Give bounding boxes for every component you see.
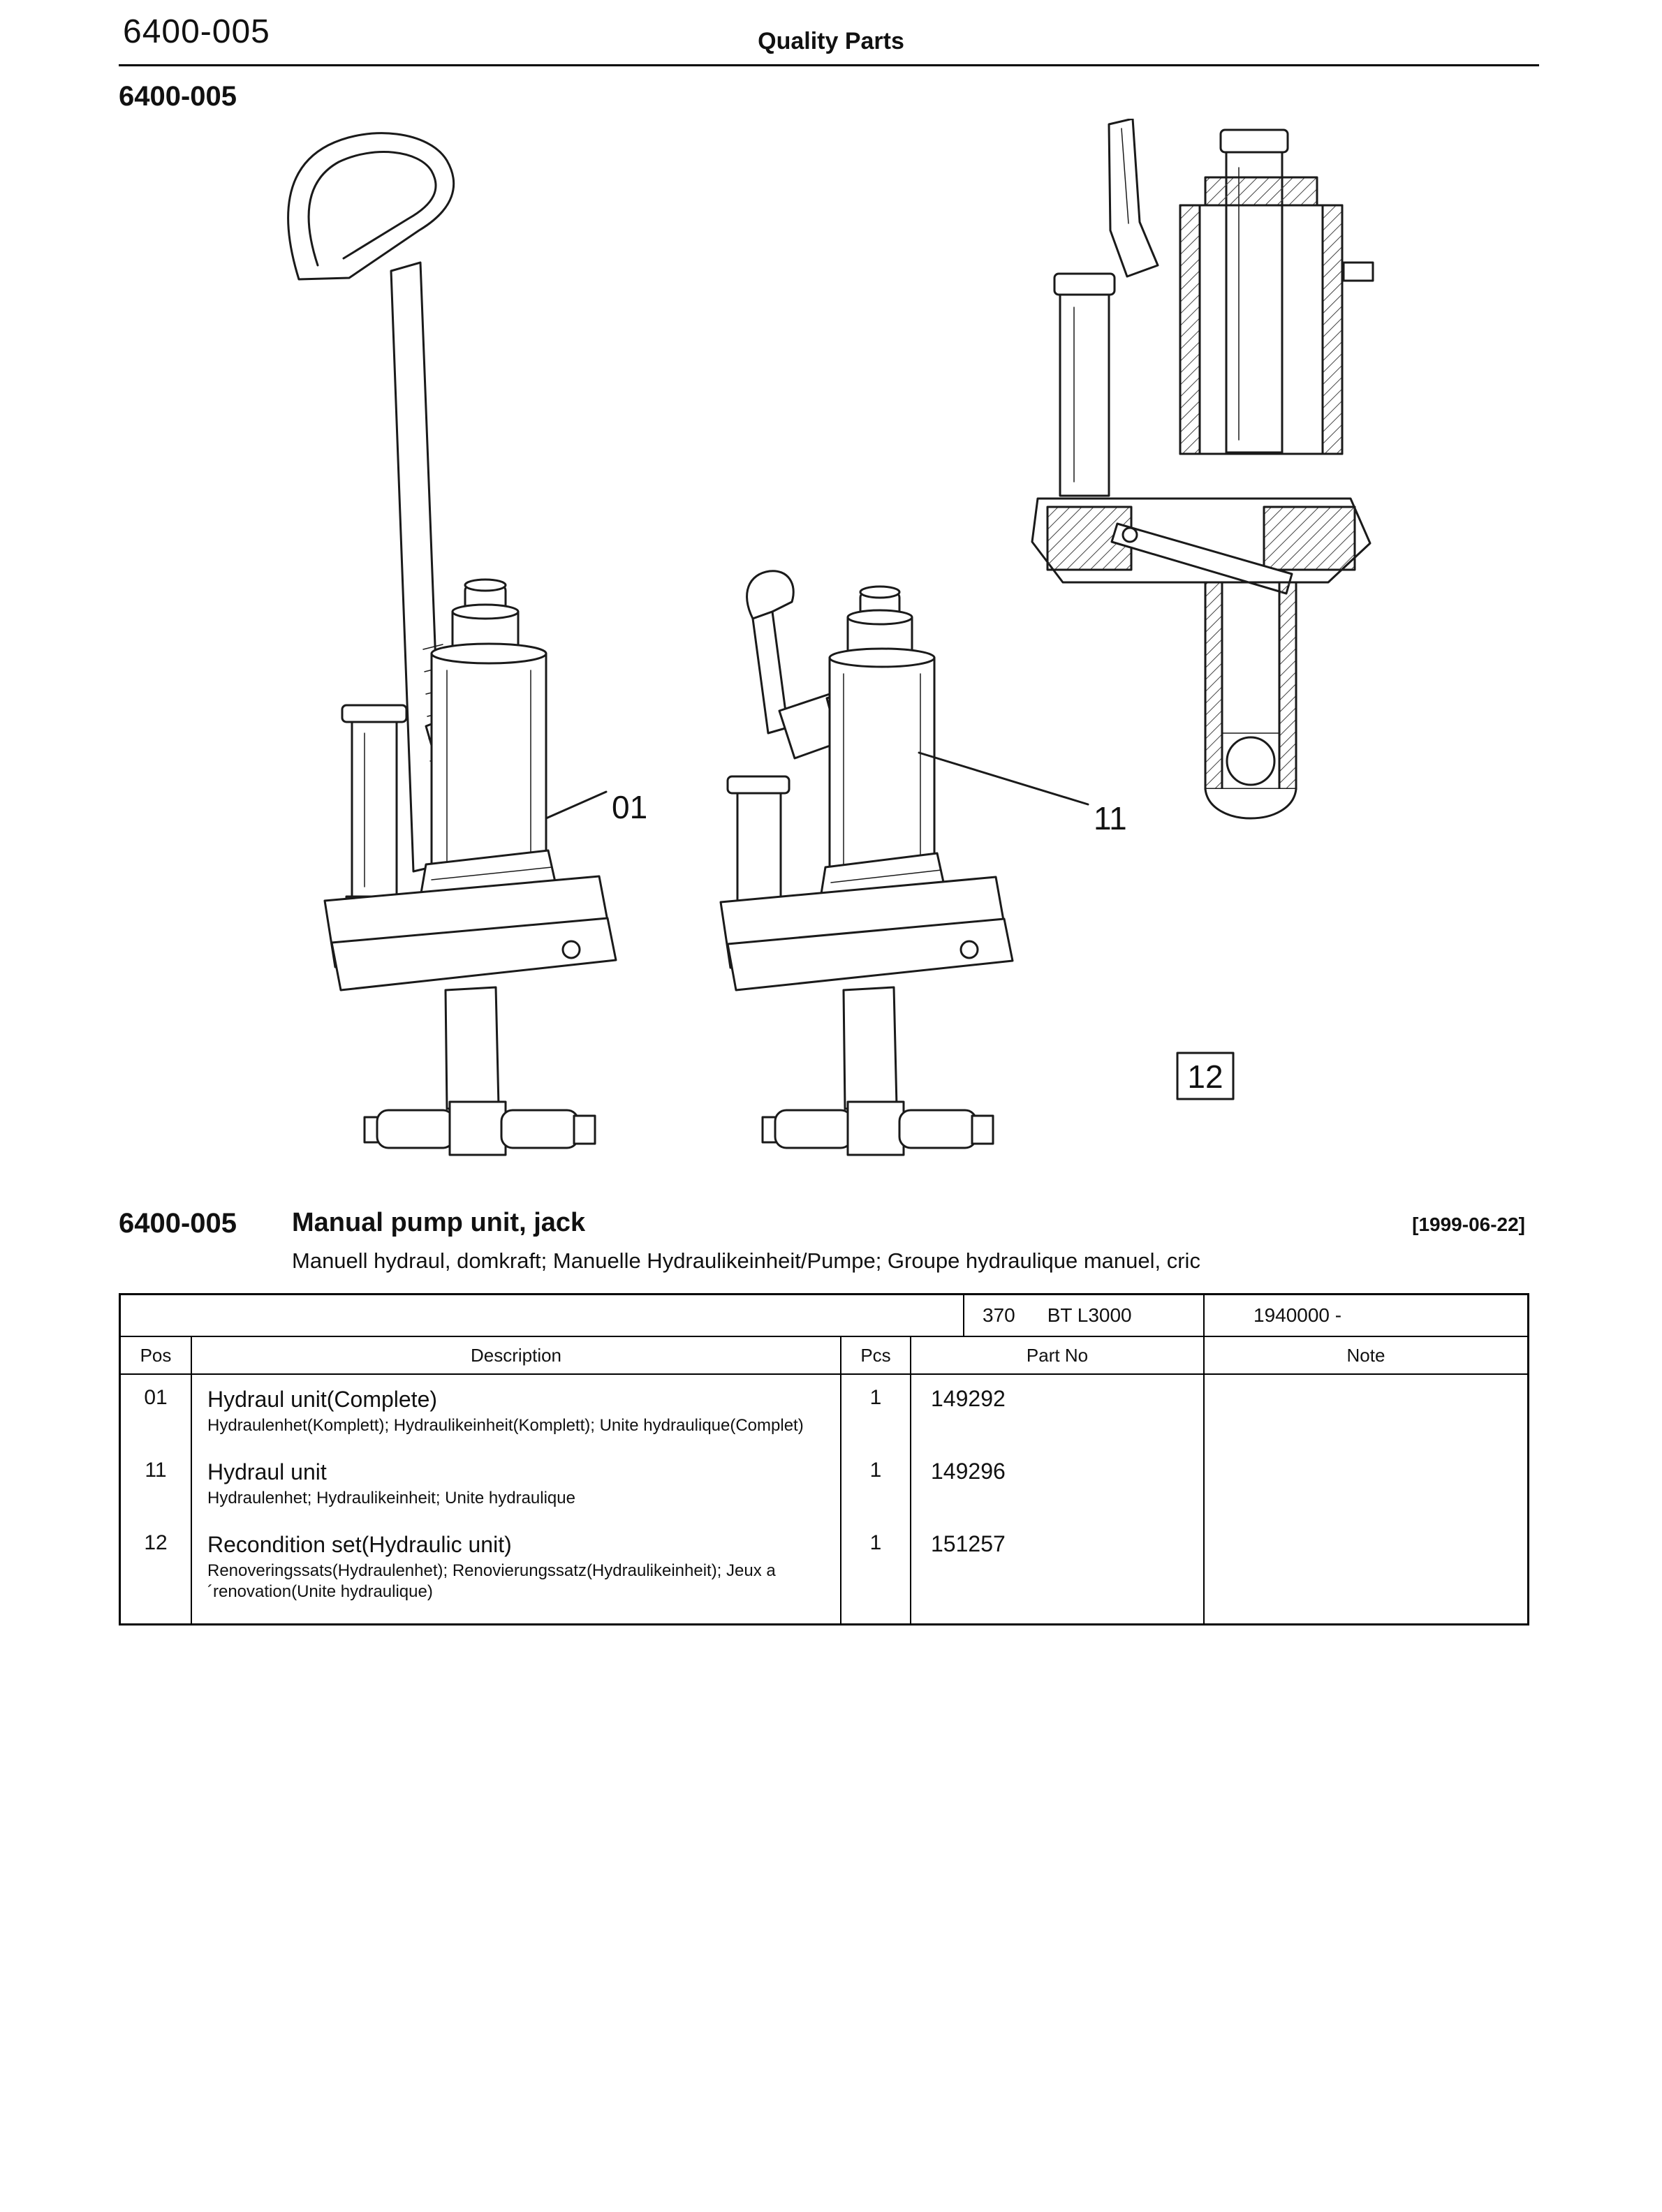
row-pcs: 1 xyxy=(840,1447,910,1520)
description-main: Hydraul unit xyxy=(207,1459,327,1484)
figure-number: 6400-005 xyxy=(119,81,237,112)
parts-table xyxy=(119,1293,1529,1625)
section-number: 6400-005 xyxy=(119,1208,237,1239)
parts-figure-svg xyxy=(119,119,1536,1187)
model-band xyxy=(121,1295,1527,1337)
row-pos: 12 xyxy=(144,1531,168,1554)
row-part-no: 151257 xyxy=(910,1520,1203,1623)
model-type: BT L3000 xyxy=(1047,1304,1132,1326)
callout-11: 11 xyxy=(1094,800,1127,836)
table-header-row xyxy=(121,1337,1527,1375)
header-rule xyxy=(119,64,1539,66)
section-subtitle: Manuell hydraul, domkraft; Manuelle Hydraulikeinheit/Pumpe; Groupe hydraulique manuel, cric xyxy=(292,1248,1200,1273)
col-header-pos: Pos xyxy=(140,1344,172,1366)
callout-01: 01 xyxy=(612,789,648,825)
brand-title: Quality Parts xyxy=(758,28,904,54)
section-date: [1999-06-22] xyxy=(1412,1214,1525,1235)
table-body xyxy=(121,1375,1527,1623)
row-description xyxy=(191,1520,840,1623)
band-spacer xyxy=(121,1295,963,1336)
row-note xyxy=(1203,1375,1527,1447)
row-note xyxy=(1203,1447,1527,1520)
serial-range: 1940000 - xyxy=(1203,1295,1527,1336)
col-header-note: Note xyxy=(1203,1337,1527,1373)
col-header-description: Description xyxy=(191,1337,840,1373)
section-title: Manual pump unit, jack xyxy=(292,1208,586,1237)
description-alt: Renoveringssats(Hydraulenhet); Renovierungssatz(Hydraulikeinheit); Jeux a´renovation(Unite hydraulique) xyxy=(207,1561,776,1601)
description-alt: Hydraulenhet; Hydraulikeinheit; Unite hydraulique xyxy=(207,1489,575,1507)
row-description xyxy=(191,1375,840,1447)
hydraul-unit-illustration xyxy=(721,571,1088,1155)
band-model-cell xyxy=(963,1295,1203,1336)
description-main: Recondition set(Hydraulic unit) xyxy=(207,1532,512,1557)
row-pos: 01 xyxy=(144,1386,168,1409)
description-alt: Hydraulenhet(Komplett); Hydraulikeinheit(Komplett); Unite hydraulique(Complet) xyxy=(207,1416,804,1435)
page-doc-number: 6400-005 xyxy=(123,13,270,50)
model-number: 370 xyxy=(983,1304,1015,1326)
row-pcs: 1 xyxy=(840,1520,910,1623)
callout-12: 12 xyxy=(1187,1059,1223,1095)
parts-figure xyxy=(119,119,1536,1187)
row-description xyxy=(191,1447,840,1520)
cross-section-illustration xyxy=(1032,119,1373,818)
row-pcs: 1 xyxy=(840,1375,910,1447)
col-header-pcs: Pcs xyxy=(840,1337,910,1373)
row-part-no: 149292 xyxy=(910,1375,1203,1447)
description-main: Hydraul unit(Complete) xyxy=(207,1387,438,1412)
row-note xyxy=(1203,1520,1527,1623)
row-part-no: 149296 xyxy=(910,1447,1203,1520)
col-header-part-no: Part No xyxy=(910,1337,1203,1373)
jack-complete-illustration xyxy=(288,133,616,1155)
row-pos: 11 xyxy=(145,1459,167,1482)
